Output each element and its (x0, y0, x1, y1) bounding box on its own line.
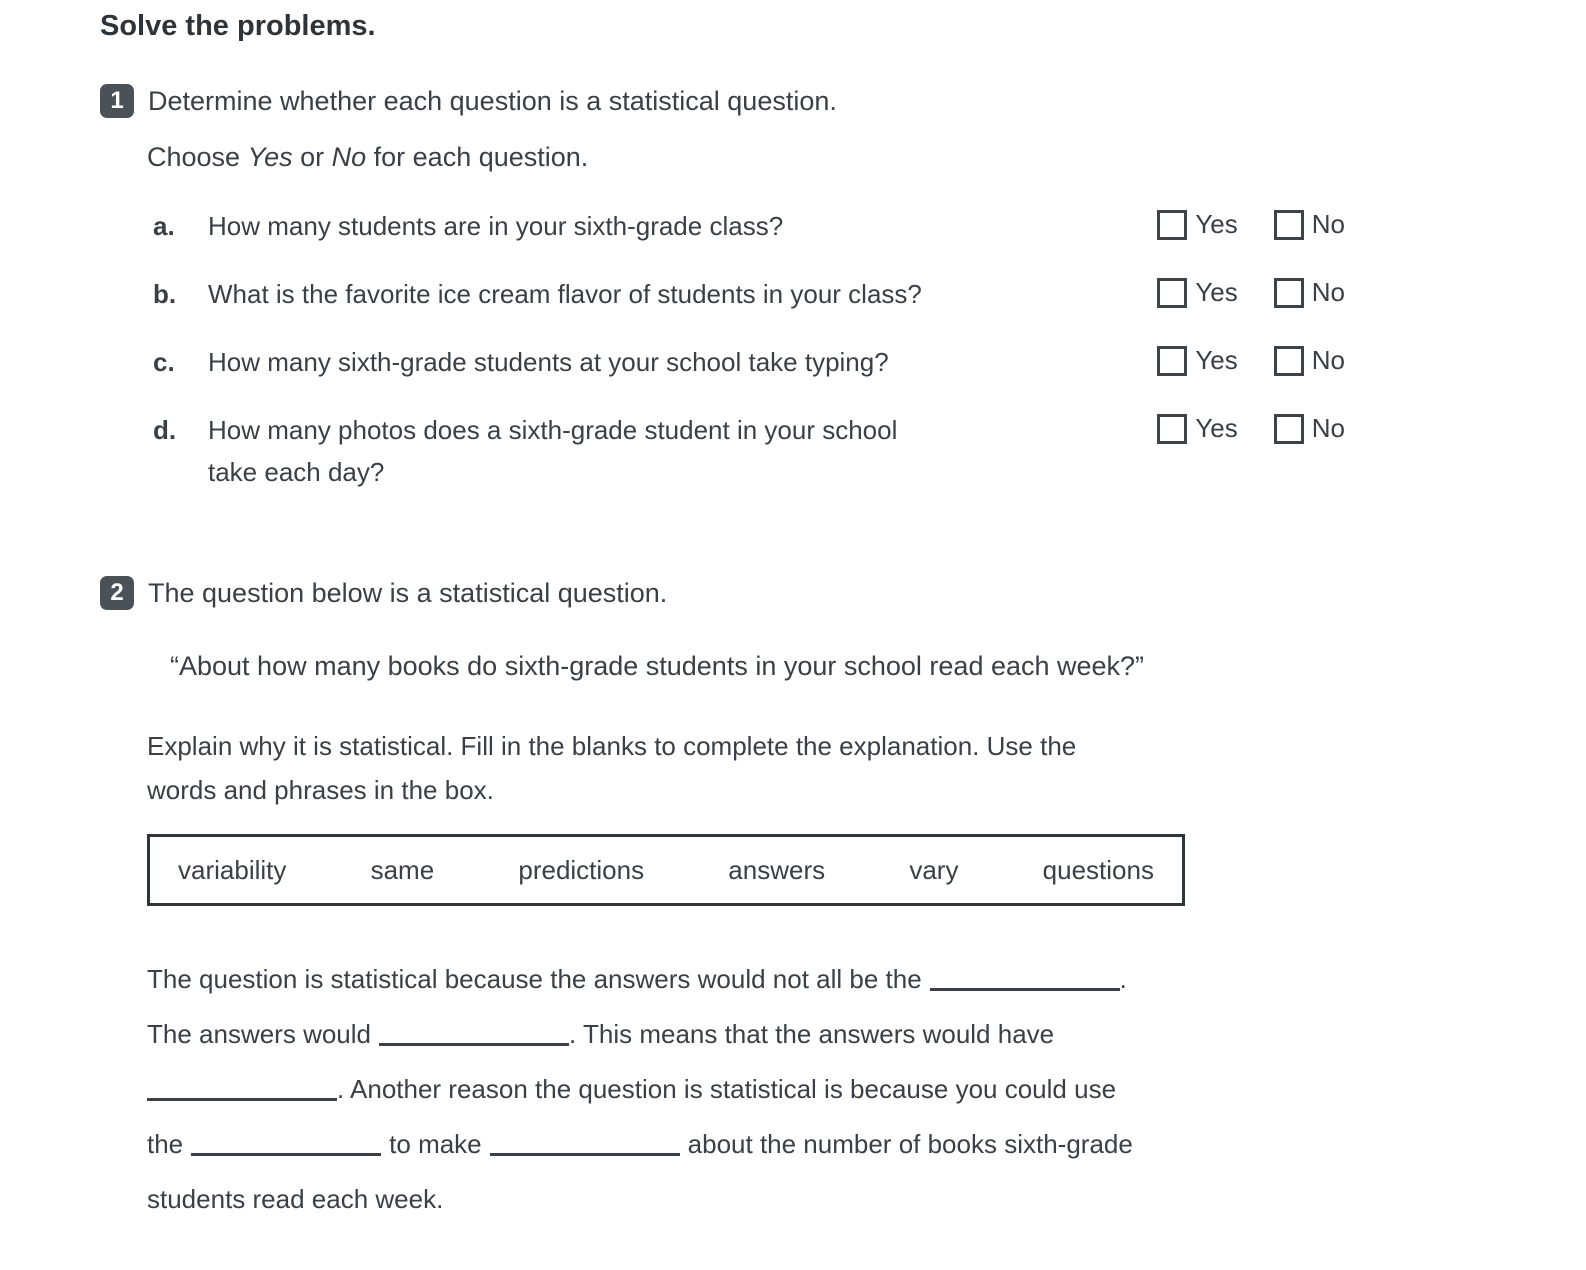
explanation-text: . This means that the answers would have (569, 1019, 1055, 1049)
word-bank-item: predictions (518, 854, 645, 885)
question-list (100, 205, 1586, 493)
question-row-d (153, 409, 1345, 493)
word-bank-item: questions (1042, 854, 1154, 885)
yes-choice (1157, 345, 1237, 376)
question-letter: d. (153, 415, 177, 445)
problem-1-number-badge: 1 (100, 84, 134, 118)
question-letter: b. (153, 279, 177, 309)
question-text (208, 205, 1068, 247)
explanation-text: the (147, 1129, 184, 1159)
fill-in-blank[interactable] (379, 1043, 569, 1046)
no-checkbox[interactable] (1274, 414, 1304, 444)
choose-instruction-no: No (331, 142, 367, 172)
choose-instruction (147, 142, 1586, 173)
question-text-line: What is the favorite ice cream flavor of students in your class? (208, 279, 922, 309)
question-choices (1157, 277, 1345, 308)
yes-checkbox[interactable] (1157, 278, 1187, 308)
explanation-paragraph (147, 959, 1586, 1219)
question-row-b (153, 273, 1345, 315)
yes-checkbox[interactable] (1157, 210, 1187, 240)
question-choices (1157, 413, 1345, 444)
yes-choice (1157, 209, 1237, 240)
question-text-line: How many students are in your sixth-grade class? (208, 211, 784, 241)
question-text (208, 409, 1068, 493)
fill-in-blank[interactable] (147, 1098, 337, 1101)
choose-instruction-pre: Choose (147, 142, 248, 172)
statistical-question-quote: “About how many books do sixth-grade students in your school read each week?” (170, 651, 1145, 681)
question-text (208, 341, 1068, 383)
explanation-text: . (1119, 964, 1127, 994)
explanation-text: to make (389, 1129, 482, 1159)
explanation-line-5 (147, 1179, 1586, 1219)
word-bank-item: vary (909, 854, 959, 885)
no-checkbox[interactable] (1274, 210, 1304, 240)
problem-2-prompt: The question below is a statistical question. (148, 578, 668, 608)
no-checkbox[interactable] (1274, 346, 1304, 376)
no-label: No (1311, 345, 1345, 375)
explanation-text: The question is statistical because the answers would not all be the (147, 964, 922, 994)
yes-label: Yes (1195, 345, 1238, 375)
question-text-line: How many sixth-grade students at your school take typing? (208, 347, 889, 377)
problem-2-number-badge: 2 (100, 576, 134, 610)
no-label: No (1311, 413, 1345, 443)
fill-in-instruction (147, 724, 1586, 812)
no-label: No (1311, 209, 1345, 239)
no-checkbox[interactable] (1274, 278, 1304, 308)
page-title: Solve the problems. (100, 10, 376, 42)
yes-label: Yes (1195, 209, 1238, 239)
question-choices (1157, 345, 1345, 376)
no-choice (1274, 345, 1345, 376)
choose-instruction-post: for each question. (366, 142, 589, 172)
explanation-line-2 (147, 1014, 1586, 1054)
yes-label: Yes (1195, 413, 1238, 443)
word-bank-item: variability (178, 854, 287, 885)
fill-in-instruction-line: words and phrases in the box. (147, 775, 494, 805)
explanation-text: about the number of books sixth-grade (687, 1129, 1133, 1159)
explanation-text: The answers would (147, 1019, 371, 1049)
explanation-line-1 (147, 959, 1586, 999)
question-text (208, 273, 1068, 315)
question-row-c (153, 341, 1345, 383)
word-bank-box (147, 834, 1185, 906)
yes-label: Yes (1195, 277, 1238, 307)
choose-instruction-or: or (292, 142, 332, 172)
problem-2-header (100, 576, 1586, 610)
fill-in-instruction-line: Explain why it is statistical. Fill in the blanks to complete the explanation. Use the (147, 731, 1077, 761)
no-choice (1274, 413, 1345, 444)
word-bank-item: answers (728, 854, 826, 885)
question-text-line: How many photos does a sixth-grade student in your school (208, 415, 898, 445)
no-choice (1274, 277, 1345, 308)
no-choice (1274, 209, 1345, 240)
question-letter: a. (153, 211, 175, 241)
yes-choice (1157, 277, 1237, 308)
fill-in-blank[interactable] (490, 1153, 680, 1156)
explanation-text: students read each week. (147, 1184, 444, 1214)
explanation-text: . Another reason the question is statistical is because you could use (337, 1074, 1117, 1104)
yes-choice (1157, 413, 1237, 444)
explanation-line-4 (147, 1124, 1586, 1164)
question-choices (1157, 209, 1345, 240)
question-text-line: take each day? (208, 457, 385, 487)
problem-1-prompt: Determine whether each question is a statistical question. (148, 86, 837, 116)
problem-1-header (100, 84, 1586, 118)
fill-in-blank[interactable] (930, 988, 1120, 991)
problem-2-section (100, 576, 1586, 1219)
no-label: No (1311, 277, 1345, 307)
question-row-a (153, 205, 1345, 247)
problem-1-section (100, 84, 1586, 493)
yes-checkbox[interactable] (1157, 414, 1187, 444)
question-letter: c. (153, 347, 175, 377)
word-bank-item: same (370, 854, 435, 885)
fill-in-blank[interactable] (191, 1153, 381, 1156)
yes-checkbox[interactable] (1157, 346, 1187, 376)
explanation-line-3 (147, 1069, 1586, 1109)
choose-instruction-yes: Yes (247, 142, 293, 172)
